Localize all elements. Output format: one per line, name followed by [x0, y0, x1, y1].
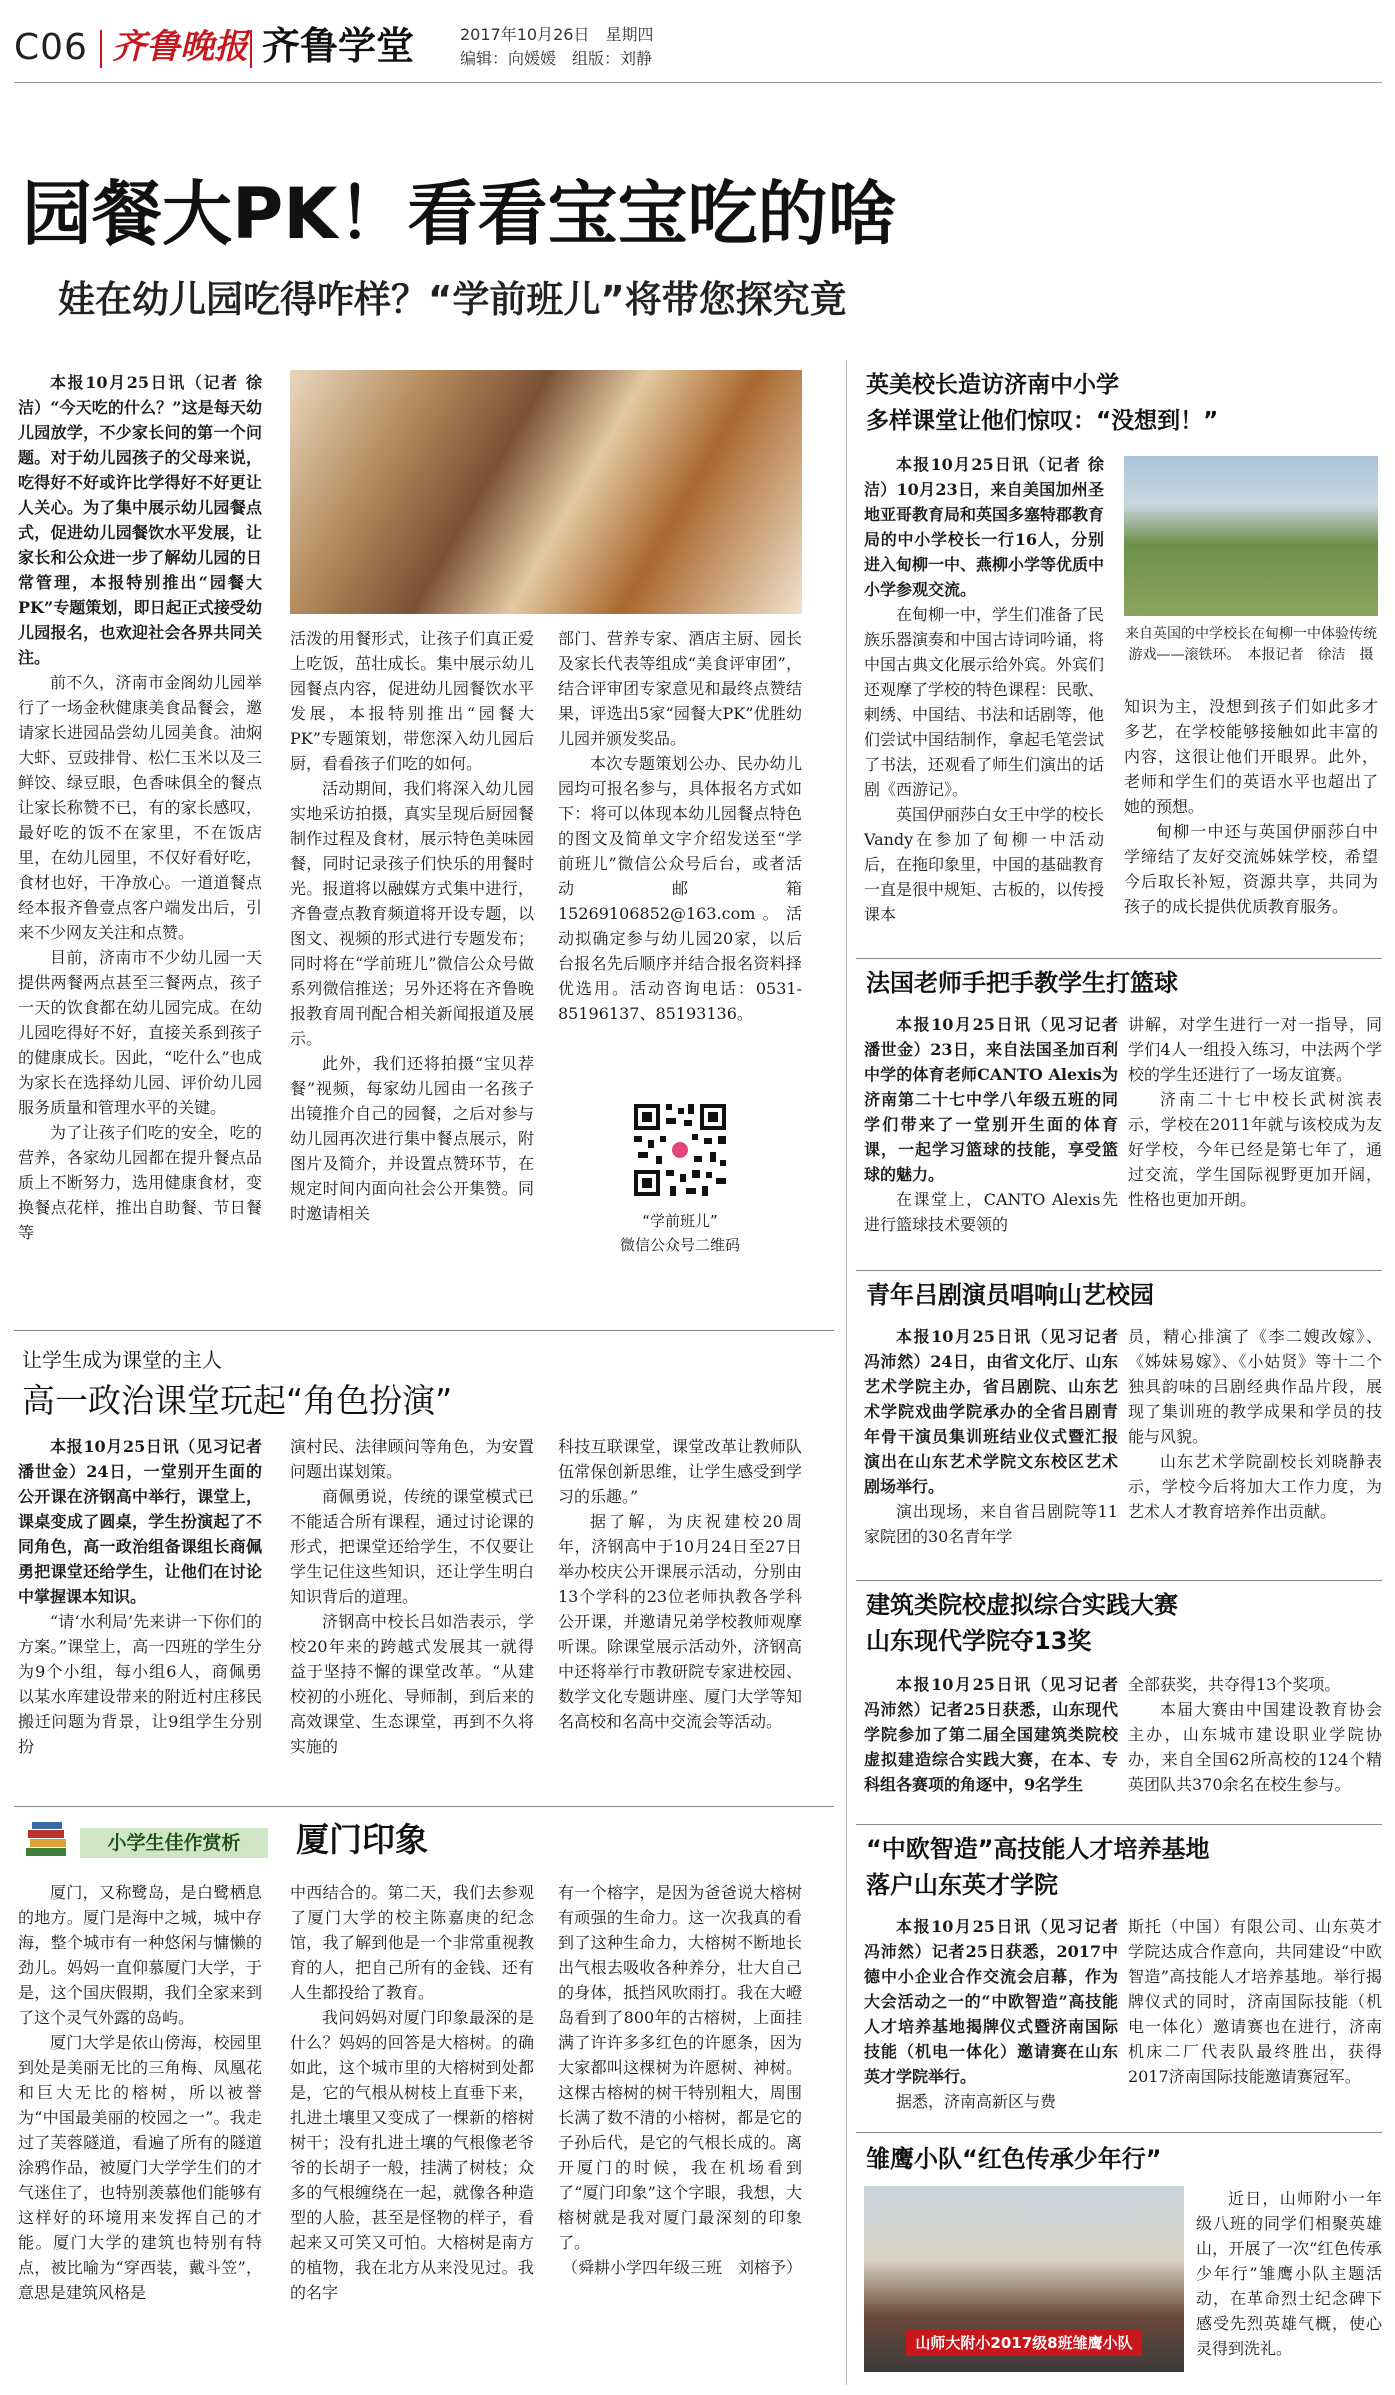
politics-kicker: 让学生成为课堂的主人: [22, 1348, 222, 1372]
politics-paragraph: 演村民、法律顾问等角色，为安置问题出谋划策。: [290, 1437, 534, 1481]
right-a3-col2: [1128, 1324, 1382, 1524]
section-rule: [856, 2132, 1382, 2133]
right-a3-col1: [864, 1324, 1118, 1549]
column-divider: [846, 360, 847, 2385]
right-paragraph: 本报10月25日讯（见习记者 冯沛然）记者25日获悉，山东现代学院参加了第二届全国建筑类院校虚拟建造综合实践大赛，在本、专科组各赛项的角逐中，9名学生: [864, 1675, 1118, 1794]
main-story-paragraph: 前不久，济南市金阁幼儿园举行了一场金秋健康美食品餐会，邀请家长进园品尝幼儿园美食。油焖大虾、豆豉排骨、松仁玉米以及三鲜饺、绿豆眼，色香味俱全的餐点让家长称赞不已，有的家长感叹，最好吃的饭不在家里，不在饭店里，在幼儿园里，不仅好看好吃，食材也好，干净放心。一道道餐点经本报齐鲁壹点客户端发出后，引来不少网友关注和点赞。: [18, 673, 262, 942]
essay-col3: [558, 1880, 802, 2280]
essay-paragraph: 中西结合的。第二天，我们去参观了厦门大学的校主陈嘉庚的纪念馆，我了解到他是一个非常重视教育的人，把自己所有的金钱、还有人生都投给了教育。: [290, 1883, 534, 2002]
article-title: 多样课堂让他们惊叹：“没想到！”: [866, 408, 1219, 434]
right-paragraph: 员，精心排演了《李二嫂改嫁》、《姊妹易嫁》、《小姑贤》等十二个独具韵味的吕剧经典作品片段，展现了集训班的教学成果和学员的技能与风貌。: [1128, 1327, 1382, 1446]
main-headline: 园餐大PK！看看宝宝吃的啥: [22, 173, 898, 255]
politics-paragraph: 科技互联课堂，课堂改革让教师队伍常保创新思维，让学生感受到学习的乐趣。”: [558, 1437, 802, 1506]
essay-column-tag: 小学生佳作赏析: [80, 1828, 268, 1858]
main-story-paragraph: 本次专题策划公办、民办幼儿园均可报名参与，具体报名方式如下：将可以体现本幼儿园餐点特色的图文及简单文字介绍发送至“学前班儿”微信公众号后台，或者活动邮箱15269106852@163.com。活动拟确定参与幼儿园20家，以后台报名先后顺序并结合报名资料择优选用。活动咨询电话：0531-85196137、85193136。: [558, 754, 802, 1023]
right-paragraph: 济南二十七中校长武树滨表示，学校在2011年就与该校成为友好学校，今年已经是第七年了，通过交流，学生国际视野更加开阔，性格也更加开朗。: [1128, 1090, 1382, 1209]
essay-col1: [18, 1880, 262, 2305]
right-paragraph: 知识为主，没想到孩子们如此多才多艺，在学校能够接触如此丰富的内容，这很让他们开眼界。此外，老师和学生们的英语水平也超出了她的预想。: [1124, 697, 1378, 816]
section-title: 齐鲁学堂: [262, 24, 415, 68]
qr-code-icon: [630, 1100, 730, 1200]
main-story-paragraph: 目前，济南市不少幼儿园一天提供两餐两点甚至三餐两点，孩子一天的饮食都在幼儿园完成。在幼儿园吃得好不好，直接关系到孩子的健康成长。因此，“吃什么”也成为家长在选择幼儿园、评价幼儿园服务质量和管理水平的关键。: [18, 948, 262, 1117]
article-title: 落户山东英才学院: [866, 1871, 1058, 1899]
kindergarten-lunch-photo: [290, 370, 802, 614]
issue-date: 2017年10月26日 星期四: [460, 25, 654, 44]
right-paragraph: 斯托（中国）有限公司、山东英才学院达成合作意向，共同建设“中欧智造”高技能人才培养基地。举行揭牌仪式的同时，济南国际技能（机电一体化）邀请赛也在进行，济南机床二厂代表队最终胜出，获得2017济南国际技能邀请赛冠军。: [1128, 1917, 1382, 2086]
wechat-qr-code[interactable]: [630, 1100, 730, 1200]
section-rule: [14, 1806, 834, 1807]
main-story-paragraph: 部门、营养专家、酒店主厨、园长及家长代表等组成“美食评审团”，结合评审团专家意见和最终点赞结果，评选出5家“园餐大PK”优胜幼儿园并颁发奖品。: [558, 629, 802, 748]
header-divider: [100, 30, 102, 68]
right-a1-col2: [1124, 694, 1378, 919]
essay-author: （舜耕小学四年级三班 刘榕予）: [561, 2258, 802, 2277]
article-title: 青年吕剧演员唱响山艺校园: [866, 1281, 1154, 1309]
essay-paragraph: 厦门，又称鹭岛，是白鹭栖息的地方。厦门是海中之城，城中存海，整个城市有一种悠闲与慵懒的劲儿。妈妈一直仰慕厦门大学，于是，这个国庆假期，我们全家来到了这个灵气外露的岛屿。: [18, 1883, 262, 2027]
right-paragraph: 英国伊丽莎白女王中学的校长Vandy在参加了甸柳一中活动后，在拖印象里，中国的基础教育一直是很中规矩、古板的，以传授课本: [864, 805, 1105, 924]
section-rule: [856, 1270, 1382, 1271]
article-title: 建筑类院校虚拟综合实践大赛: [866, 1591, 1178, 1619]
right-paragraph: 本报10月25日讯（记者 徐洁）10月23日，来自美国加州圣地亚哥教育局和英国多塞特郡教育局的中小学校长一行16人，分别进入甸柳一中、燕柳小学等优质中小学参观交流。: [864, 455, 1105, 599]
photo-caption: 来自英国的中学校长在甸柳一中体验传统游戏——滚铁环。 本报记者 徐洁 摄: [1125, 626, 1377, 663]
essay-paragraph: 厦门大学是依山傍海，校园里到处是美丽无比的三角梅、凤凰花和巨大无比的榕树，所以被誉为“中国最美丽的校园之一”。我走过了芙蓉隧道，看遍了所有的隧道涂鸦作品，被厦门大学学生们的才气迷住了，也特别羡慕他们能够有这样好的环境用来发挥自己的才能。厦门大学的建筑也特别有特点，被比喻为“穿西装，戴斗笠”，意思是建筑风格是: [18, 2033, 262, 2302]
section-rule: [856, 958, 1382, 959]
right-paragraph: 本届大赛由中国建设教育协会主办，山东城市建设职业学院协办，来自全国62所高校的124个精英团队共370余名在校生参与。: [1128, 1700, 1382, 1794]
right-paragraph: 近日，山师附小一年级八班的同学们相聚英雄山，开展了一次“红色传承少年行”雏鹰小队主题活动，在革命烈士纪念碑下感受先烈英雄气概，使心灵得到洗礼。: [1196, 2189, 1382, 2358]
books-icon: [22, 1818, 72, 1862]
politics-paragraph: 商佩勇说，传统的课堂模式已不能适合所有课程，通过讨论课的形式，把课堂还给学生，不仅要让学生记住这些知识，还让学生明白知识背后的道理。: [290, 1487, 534, 1606]
right-a2-col2: [1128, 1012, 1382, 1212]
right-paragraph: 演出现场，来自省吕剧院等11家院团的30名青年学: [864, 1502, 1118, 1546]
right-paragraph: 讲解，对学生进行一对一指导，同学们4人一组投入练习，中法两个学校的学生还进行了一场友谊赛。: [1128, 1015, 1382, 1084]
essay-col2: [290, 1880, 534, 2305]
article-title: 雏鹰小队“红色传承少年行”: [866, 2145, 1162, 2173]
editor-credit: 编辑：向媛媛 组版：刘静: [460, 49, 653, 68]
right-a5-col1: [864, 1914, 1118, 2114]
header-rule: [14, 82, 1382, 83]
politics-paragraph: 据了解，为庆祝建校20周年，济钢高中于10月24日至27日举办校庆公开课展示活动，分别由13个学科的23位老师执教各学科公开课，并邀请兄弟学校教师观摩听课。除课堂展示活动外，济钢高中还将举行市教研院专家进校园、数学文化专题讲座、厦门大学等知名高校和名高中交流会等活动。: [558, 1512, 802, 1731]
right-a4-col1: [864, 1672, 1118, 1797]
politics-col1: [18, 1434, 262, 1759]
section-rule: [856, 1824, 1382, 1825]
article-title: 山东现代学院夺13奖: [866, 1627, 1092, 1655]
main-story-paragraph: 本报10月25日讯（记者 徐洁）“今天吃的什么？”这是每天幼儿园放学，不少家长问的第一个问题。对于幼儿园孩子的父母来说，吃得好不好或许比学得好不好更让人关心。为了集中展示幼儿园餐点式，促进幼儿园餐饮水平发展，让家长和公众进一步了解幼儿园的日常管理，本报特别推出“园餐大PK”专题策划，即日起正式接受幼儿园报名，也欢迎社会各界共同关注。: [18, 373, 262, 667]
main-story-col1: [18, 370, 262, 1245]
right-paragraph: 甸柳一中还与英国伊丽莎白中学缔结了友好交流姊妹学校，希望今后取长补短，资源共享，共同为孩子的成长提供优质教育服务。: [1124, 822, 1378, 916]
right-a4-col2: [1128, 1672, 1382, 1797]
essay-paragraph: 我问妈妈对厦门印象最深的是什么？妈妈的回答是大榕树。的确如此，这个城市里的大榕树到处都是，它的气根从树枝上直垂下来，扎进土壤里又变成了一棵新的榕树树干；没有扎进土壤的气根像老爷爷的长胡子一般，挂满了树枝；众多的气根缠绕在一起，就像各种造型的人脸，甚至是怪物的样子，看起来又可笑又可怕。大榕树是南方的植物，我在北方从来没见过。我的名字: [290, 2008, 534, 2302]
section-rule: [14, 1330, 834, 1331]
header-divider: [250, 30, 252, 68]
right-paragraph: 在甸柳一中，学生们准备了民族乐器演奏和中国古诗词吟诵，将中国古典文化展示给外宾。外宾们还观摩了学校的特色课程：民歌、剌绣、中国结、书法和话剧等，他们尝试中国结制作，拿起毛笔尝试了书法，还观看了师生们演出的话剧《西游记》。: [864, 605, 1105, 799]
politics-headline: 高一政治课堂玩起“角色扮演”: [22, 1381, 453, 1420]
right-a1-col1: [864, 452, 1104, 927]
right-a6-text: [1196, 2186, 1382, 2361]
right-paragraph: 本报10月25日讯（见习记者 冯沛然）24日，由省文化厅、山东艺术学院主办，省吕剧院、山东艺术学院戏曲学院承办的全省吕剧青年骨干演员集训班结业仪式暨汇报演出在山东艺术学院文东校区艺术剧场举行。: [864, 1327, 1118, 1496]
main-story-col2: [290, 626, 534, 1226]
main-story-paragraph: 为了让孩子们吃的安全，吃的营养，各家幼儿园都在提升餐点品质上不断努力，选用健康食材，变换餐点花样，推出自助餐、节日餐等: [18, 1123, 262, 1242]
qr-caption: 微信公众号二维码: [619, 1236, 740, 1254]
essay-title: 厦门印象: [296, 1820, 428, 1859]
page-number: C06: [14, 27, 88, 68]
right-a5-col2: [1128, 1914, 1382, 2089]
right-paragraph: 据悉，济南高新区与费: [896, 2092, 1057, 2111]
main-story-paragraph: 活动期间，我们将深入幼儿园实地采访拍摄，真实呈现后厨园餐制作过程及食材，展示特色美味园餐，同时记录孩子们快乐的用餐时光。报道将以融媒方式集中进行，齐鲁壹点教育频道将开设专题，以图文、视频的形式进行专题发布；同时将在“学前班儿”微信公众号做系列微信推送；另外还将在齐鲁晚报教育周刊配合相关新闻报道及展示。: [290, 779, 534, 1048]
right-paragraph: 山东艺术学院副校长刘晓静表示，学校今后将加大工作力度，为艺术人才教育培养作出贡献。: [1128, 1452, 1382, 1521]
right-a2-col1: [864, 1012, 1118, 1237]
right-paragraph: 在课堂上，CANTO Alexis先进行篮球技术要领的: [864, 1190, 1118, 1234]
essay-paragraph: 有一个榕字，是因为爸爸说大榕树有顽强的生命力。这一次我真的看到了这种生命力，大榕树不断地长出气根去吸收各种养分，壮大自己的身体，抵挡风吹雨打。我在大嶝岛看到了800年的古榕树，上面挂满了许许多多红色的许愿条，因为大家都叫这棵树为许愿树、神树。这棵古榕树的树干特别粗大，周围长满了数不清的小榕树，都是它的子孙后代，是它的气根长成的。离开厦门的时候，我在机场看到了“厦门印象”这个字眼，我想，大榕树就是我对厦门最深刻的印象了。: [558, 1883, 802, 2252]
politics-col3: [558, 1434, 802, 1734]
article-title: 英美校长造访济南中小学: [866, 372, 1119, 398]
politics-col2: [290, 1434, 534, 1759]
qr-caption: “学前班儿”: [642, 1212, 718, 1230]
article-title: “中欧智造”高技能人才培养基地: [866, 1835, 1210, 1863]
politics-paragraph: 本报10月25日讯（见习记者 潘世金）24日，一堂别开生面的公开课在济钢高中举行，课堂上，课桌变成了圆桌，学生扮演起了不同角色，高一政治组备课组长商佩勇把课堂还给学生，让他们在讨论中掌握课本知识。: [18, 1437, 262, 1606]
main-story-paragraph: 此外，我们还将拍摄“宝贝荐餐”视频，每家幼儿园由一名孩子出镜推介自己的园餐，之后对参与幼儿园再次进行集中餐点展示，附图片及简介，并设置点赞环节，在规定时间内面向社会公开集赞。同时邀请相关: [290, 1054, 534, 1223]
photo-banner: 山师大附小2017级8班雏鹰小队: [906, 2330, 1142, 2356]
principals-visit-photo: [1124, 456, 1378, 616]
right-paragraph: 本报10月25日讯（见习记者 潘世金）23日，来自法国圣加百利中学的体育老师CANTO Alexis为济南第二十七中学八年级五班的同学们带来了一堂别开生面的体育课，一起学习篮球的技能，享受篮球的魅力。: [864, 1015, 1118, 1184]
main-story-col3: [558, 626, 802, 1026]
book-stack-icon: [22, 1818, 72, 1862]
article-title: 法国老师手把手教学生打篮球: [866, 969, 1178, 997]
right-paragraph: 本报10月25日讯（见习记者 冯沛然）记者25日获悉，2017中德中小企业合作交流会启幕，作为大会活动之一的“中欧智造”高技能人才培养基地揭牌仪式暨济南国际技能（机电一体化）邀请赛在山东英才学院举行。: [864, 1917, 1118, 2086]
section-rule: [856, 1580, 1382, 1581]
main-subheadline: 娃在幼儿园吃得咋样？“学前班儿”将带您探究竟: [58, 278, 847, 321]
right-paragraph: 全部获奖，共夺得13个奖项。: [1128, 1675, 1341, 1694]
main-story-paragraph: 活泼的用餐形式，让孩子们真正爱上吃饭，茁壮成长。集中展示幼儿园餐点内容，促进幼儿园餐饮水平发展，本报特别推出“园餐大PK”专题策划，带您深入幼儿园后厨，看看孩子们吃的如何。: [290, 629, 534, 773]
paper-logo: 齐鲁晚报: [112, 27, 248, 67]
politics-paragraph: “请‘水利局’先来讲一下你们的方案。”课堂上，高一四班的学生分为9个小组，每小组6人，商佩勇以某水库建设带来的附近村庄移民搬迁问题为背景，让9组学生分别扮: [18, 1612, 262, 1756]
politics-paragraph: 济钢高中校长吕如浩表示，学校20年来的跨越式发展其一就得益于坚持不懈的课堂改革。“从建校初的小班化、导师制，到后来的高效课堂、生态课堂，再到不久将实施的: [290, 1612, 534, 1756]
